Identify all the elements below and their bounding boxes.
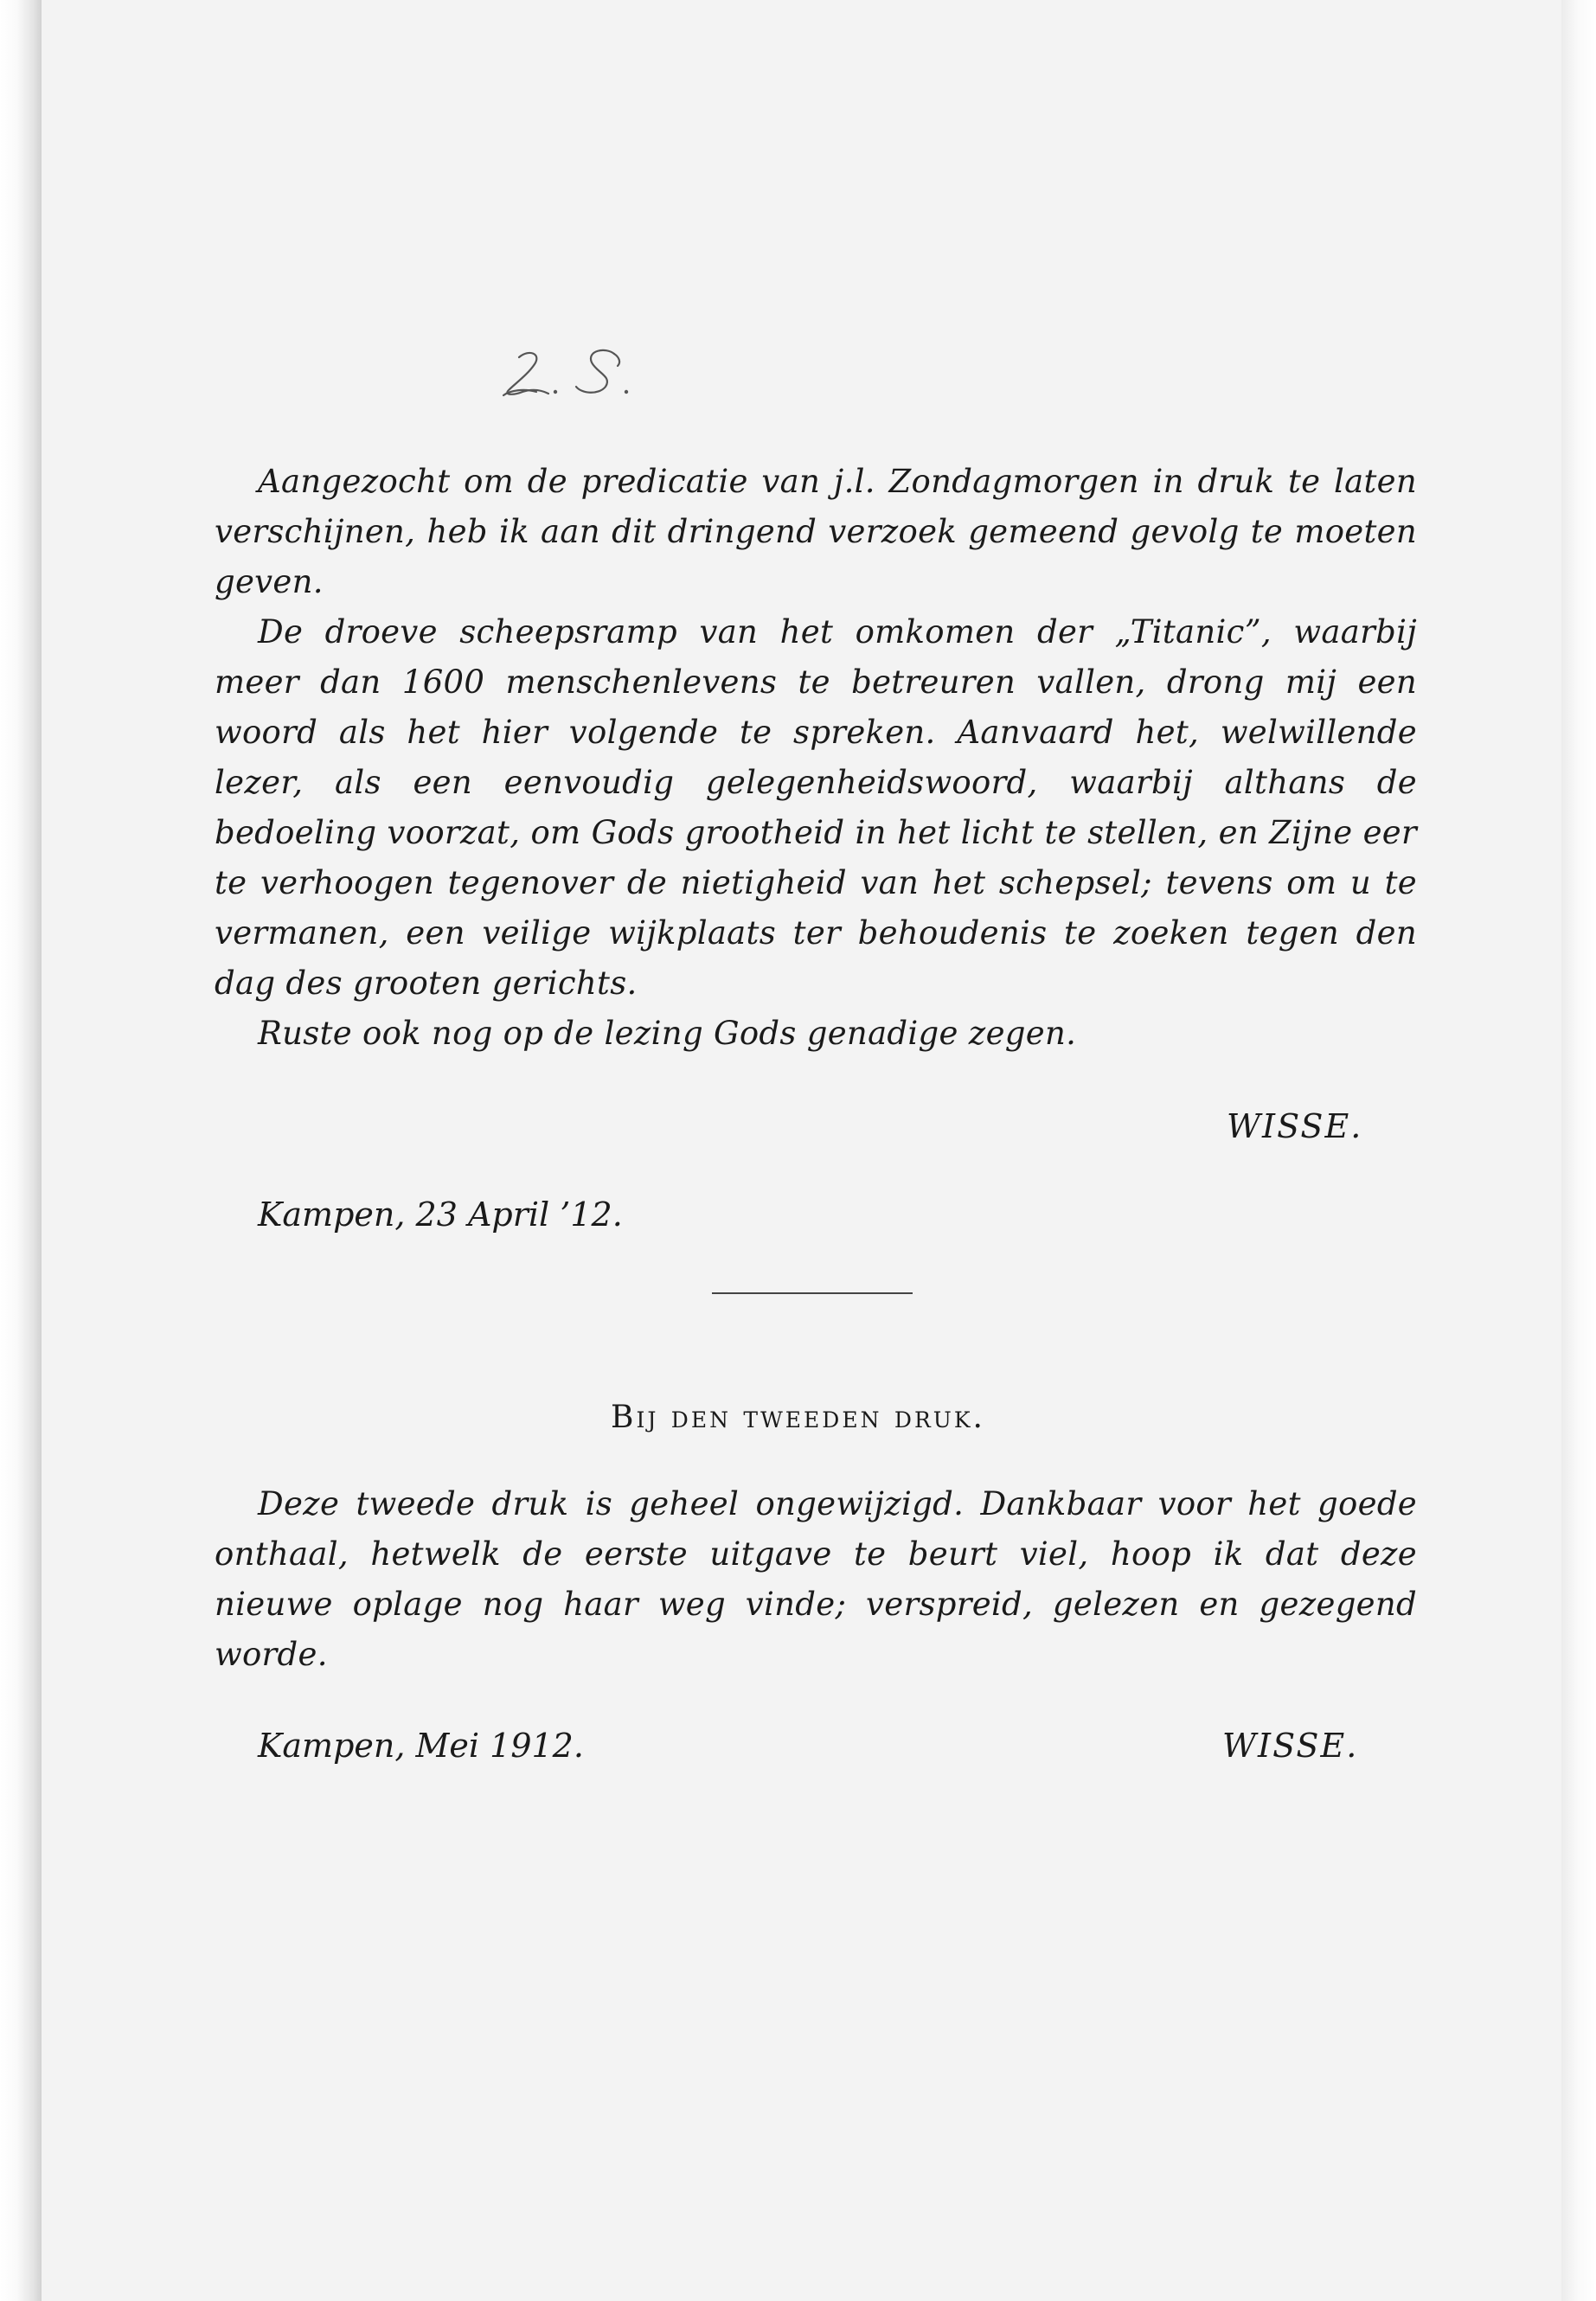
ls-monogram-icon — [484, 342, 657, 402]
preface-paragraph: Aangezocht om de predicatie van j.l. Zondagmorgen in druk te laten verschijnen, heb ik aan dit dringend verzoek gemeend gevolg te moeten geven. — [215, 463, 1417, 600]
second-edition-paragraph: Deze tweede druk is geheel ongewijzigd. Dankbaar voor het goede onthaal, hetwelk de eerste uitgave te beurt viel, hoop ik dat deze nieuwe oplage nog haar weg vinde; verspreid, gelezen en gezegend worde. — [215, 1485, 1417, 1673]
preface-paragraph: De droeve scheepsramp van het omkomen der „Titanic”, waarbij meer dan 1600 menschenlevens te betreuren vallen, drong mij een woord als het hier volgende te spreken. Aanvaard het, welwillende lezer, als een eenvoudig gelegenheidswoord, waarbij althans de bedoeling voorzat, om Gods grootheid in het licht te stellen, en Zijne eer te verhoogen tegenover de nietigheid van het schepsel; tevens om u te vermanen, een veilige wijkplaats ter behoudenis te zoeken tegen den dag des grooten gerichts. — [215, 613, 1417, 1002]
preface-signature: WISSE. — [1227, 1107, 1363, 1145]
preface-place-date: Kampen, 23 April ’12. — [258, 1195, 623, 1234]
preface-text — [215, 457, 1417, 1059]
preface-paragraph: Ruste ook nog op de lezing Gods genadige zegen. — [258, 1015, 1077, 1052]
second-edition-place-date: Kampen, Mei 1912. — [258, 1727, 584, 1765]
page-right-edge — [1561, 0, 1596, 2301]
section-divider — [712, 1292, 913, 1294]
page-left-edge — [0, 0, 42, 2301]
second-edition-signature: WISSE. — [1222, 1727, 1359, 1765]
second-edition-text — [215, 1479, 1417, 1680]
second-edition-heading: Bij den tweeden druk. — [611, 1400, 985, 1435]
